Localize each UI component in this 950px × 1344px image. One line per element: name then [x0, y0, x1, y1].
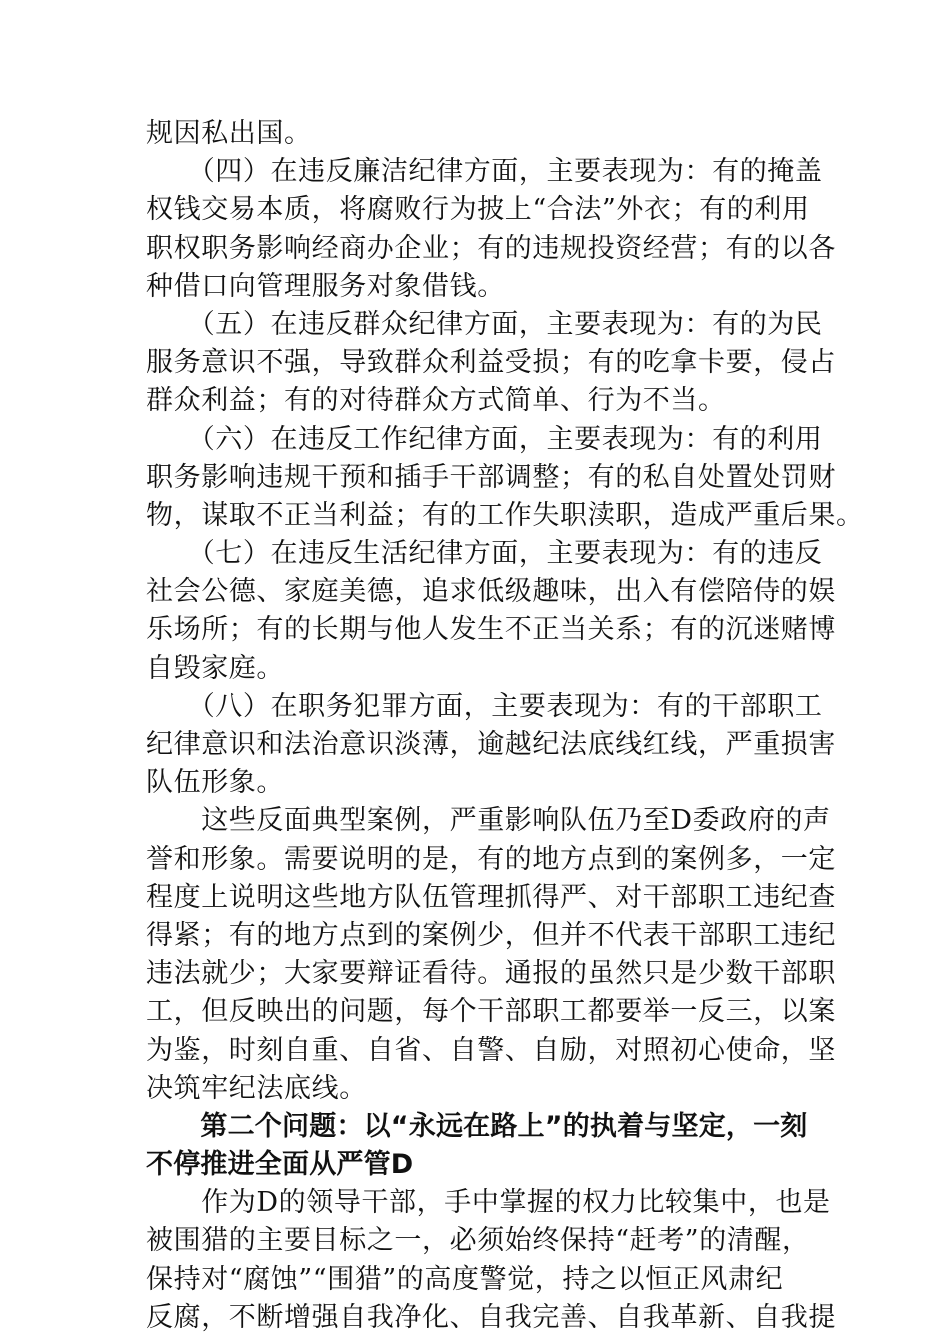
text-line: 权钱交易本质，将腐败行为披上“合法”外衣；有的利用: [146, 194, 810, 226]
text-line: 被围猎的主要目标之一，必须始终保持“赶考”的清醒，: [146, 1225, 810, 1257]
text-line: 自毁家庭。: [146, 652, 284, 684]
section-heading-line: 不停推进全面从严管D: [146, 1149, 414, 1181]
text-line: 工，但反映出的问题，每个干部职工都要举一反三，以案: [146, 996, 836, 1028]
text-line: 种借口向管理服务对象借钱。: [146, 270, 505, 302]
document-body: [146, 115, 864, 1337]
text-line: （七）在违反生活纪律方面，主要表现为：有的违反: [146, 538, 823, 570]
text-line: 服务意识不强，导致群众利益受损；有的吃拿卡要，侵占: [146, 347, 836, 379]
section-heading-line: 第二个问题：以“永远在路上”的执着与坚定，一刻: [146, 1110, 808, 1142]
text-line: 为鉴，时刻自重、自省、自警、自励，对照初心使命，坚: [146, 1034, 836, 1066]
text-line: 乐场所；有的长期与他人发生不正当关系；有的沉迷赌博: [146, 614, 836, 646]
text-line: （四）在违反廉洁纪律方面，主要表现为：有的掩盖: [146, 156, 823, 188]
text-line: 反腐，不断增强自我净化、自我完善、自我革新、自我提: [146, 1301, 836, 1333]
text-line: 职务影响违规干预和插手干部调整；有的私自处置处罚财: [146, 461, 836, 493]
text-line: 誉和形象。需要说明的是，有的地方点到的案例多，一定: [146, 843, 836, 875]
text-line: 违法就少；大家要辩证看待。通报的虽然只是少数干部职: [146, 958, 836, 990]
text-line: 保持对“腐蚀”“围猎”的高度警觉，持之以恒正风肃纪: [146, 1263, 784, 1295]
text-line: 这些反面典型案例，严重影响队伍乃至D委政府的声: [146, 805, 831, 837]
text-line: 程度上说明这些地方队伍管理抓得严、对干部职工违纪查: [146, 881, 836, 913]
text-line: 职权职务影响经商办企业；有的违规投资经营；有的以各: [146, 232, 836, 264]
text-line: 群众利益；有的对待群众方式简单、行为不当。: [146, 385, 726, 417]
text-line: 队伍形象。: [146, 767, 284, 799]
text-line: （五）在违反群众纪律方面，主要表现为：有的为民: [146, 308, 823, 340]
text-line: （六）在违反工作纪律方面，主要表现为：有的利用: [146, 423, 823, 455]
text-line: 决筑牢纪法底线。: [146, 1072, 367, 1104]
text-line: 得紧；有的地方点到的案例少，但并不代表干部职工违纪: [146, 919, 836, 951]
text-line: 社会公德、家庭美德，追求低级趣味，出入有偿陪侍的娱: [146, 576, 836, 608]
text-line: 纪律意识和法治意识淡薄，逾越纪法底线红线，严重损害: [146, 729, 836, 760]
text-line: 规因私出国。: [146, 118, 312, 149]
text-line: （八）在职务犯罪方面，主要表现为：有的干部职工: [146, 690, 823, 722]
text-line: 物，谋取不正当利益；有的工作失职渎职，造成严重后果。: [146, 499, 864, 531]
text-line: 作为D的领导干部，手中掌握的权力比较集中，也是: [146, 1187, 831, 1219]
